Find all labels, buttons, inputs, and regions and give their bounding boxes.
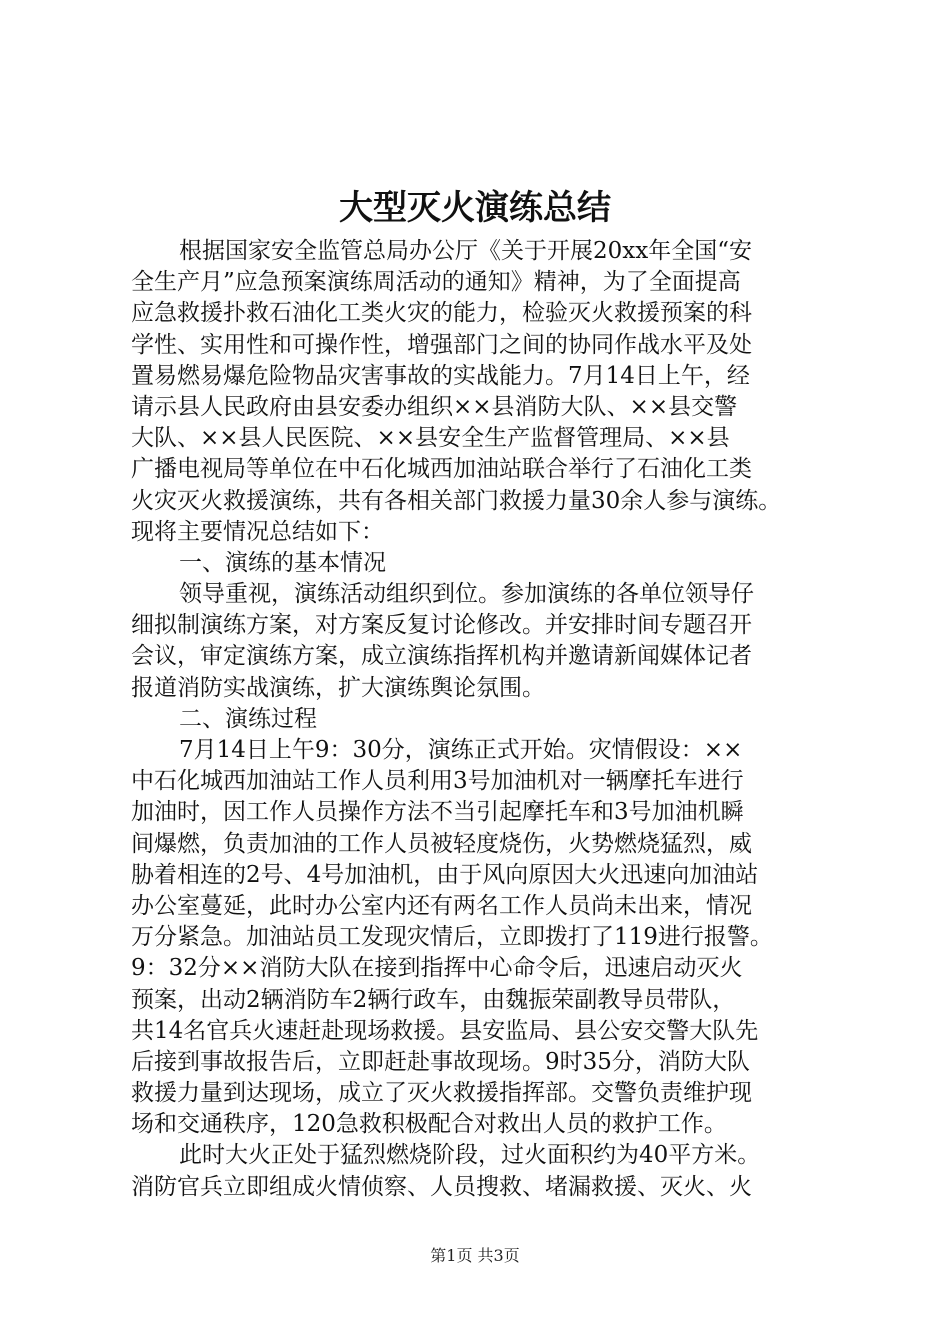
body-line: 根据国家安全监管总局办公厅《关于开展20xx年全国“安 xyxy=(179,238,752,264)
body-line: 救援力量到达现场，成立了灭火救援指挥部。交警负责维护现 xyxy=(131,1080,752,1107)
page-footer: 第1页 共3页 xyxy=(430,1246,520,1265)
body-line: 9：32分××消防大队在接到指挥中心命令后，迅速启动灭火 xyxy=(131,955,743,982)
body-line: 二、演练过程 xyxy=(179,705,317,732)
body-line: 此时大火正处于猛烈燃烧阶段，过火面积约为40平方米。 xyxy=(179,1142,761,1169)
body-line: 加油时，因工作人员操作方法不当引起摩托车和3号加油机瞬 xyxy=(131,799,744,826)
body-line: 7月14日上午9：30分，演练正式开始。灾情假设：×× xyxy=(179,737,743,763)
body-line: 共14名官兵火速赶赴现场救援。县安监局、县公安交警大队先 xyxy=(131,1017,759,1044)
body-line: 广播电视局等单位在中石化城西加油站联合举行了石油化工类 xyxy=(131,456,752,483)
body-line: 置易燃易爆危险物品灾害事故的实战能力。7月14日上午，经 xyxy=(131,362,750,389)
body-line: 报道消防实战演练，扩大演练舆论氛围。 xyxy=(131,674,545,701)
body-line: 请示县人民政府由县安委办组织××县消防大队、××县交警 xyxy=(131,393,738,420)
body-line: 场和交通秩序，120急救积极配合对救出人员的救护工作。 xyxy=(131,1111,727,1138)
body-line: 后接到事故报告后，立即赶赴事故现场。9时35分，消防大队 xyxy=(131,1048,750,1075)
body-line: 领导重视，演练活动组织到位。参加演练的各单位领导仔 xyxy=(179,581,754,608)
body-line: 间爆燃，负责加油的工作人员被轻度烧伤，火势燃烧猛烈，威 xyxy=(131,830,752,857)
body-line: 办公室蔓延，此时办公室内还有两名工作人员尚未出来，情况 xyxy=(131,892,752,919)
body-line: 应急救援扑救石油化工类火灾的能力，检验灭火救援预案的科 xyxy=(131,300,752,327)
body-line: 一、演练的基本情况 xyxy=(179,549,386,576)
body-line: 会议，审定演练方案，成立演练指挥机构并邀请新闻媒体记者 xyxy=(131,643,752,670)
body-line: 细拟制演练方案，对方案反复讨论修改。并安排时间专题召开 xyxy=(131,612,752,639)
body-line: 全生产月”应急预案演练周活动的通知》精神，为了全面提高 xyxy=(131,269,741,296)
body-line: 预案，出动2辆消防车2辆行政车，由魏振荣副教导员带队， xyxy=(131,986,736,1013)
body-line: 现将主要情况总结如下： xyxy=(131,518,384,545)
body-line: 消防官兵立即组成火情侦察、人员搜救、堵漏救援、灭火、火 xyxy=(131,1173,752,1200)
document-title: 大型灭火演练总结 xyxy=(339,188,611,228)
body-line: 火灾灭火救援演练，共有各相关部门救援力量30余人参与演练。 xyxy=(131,487,782,514)
body-line: 大队、××县人民医院、××县安全生产监督管理局、××县 xyxy=(131,425,730,452)
document-body xyxy=(131,236,831,1203)
body-line: 中石化城西加油站工作人员利用3号加油机对一辆摩托车进行 xyxy=(131,768,744,795)
body-line: 学性、实用性和可操作性，增强部门之间的协同作战水平及处 xyxy=(131,331,752,358)
body-line: 万分紧急。加油站员工发现灾情后，立即拨打了119进行报警。 xyxy=(131,924,773,951)
body-line: 胁着相连的2号、4号加油机，由于风向原因大火迅速向加油站 xyxy=(131,861,759,888)
